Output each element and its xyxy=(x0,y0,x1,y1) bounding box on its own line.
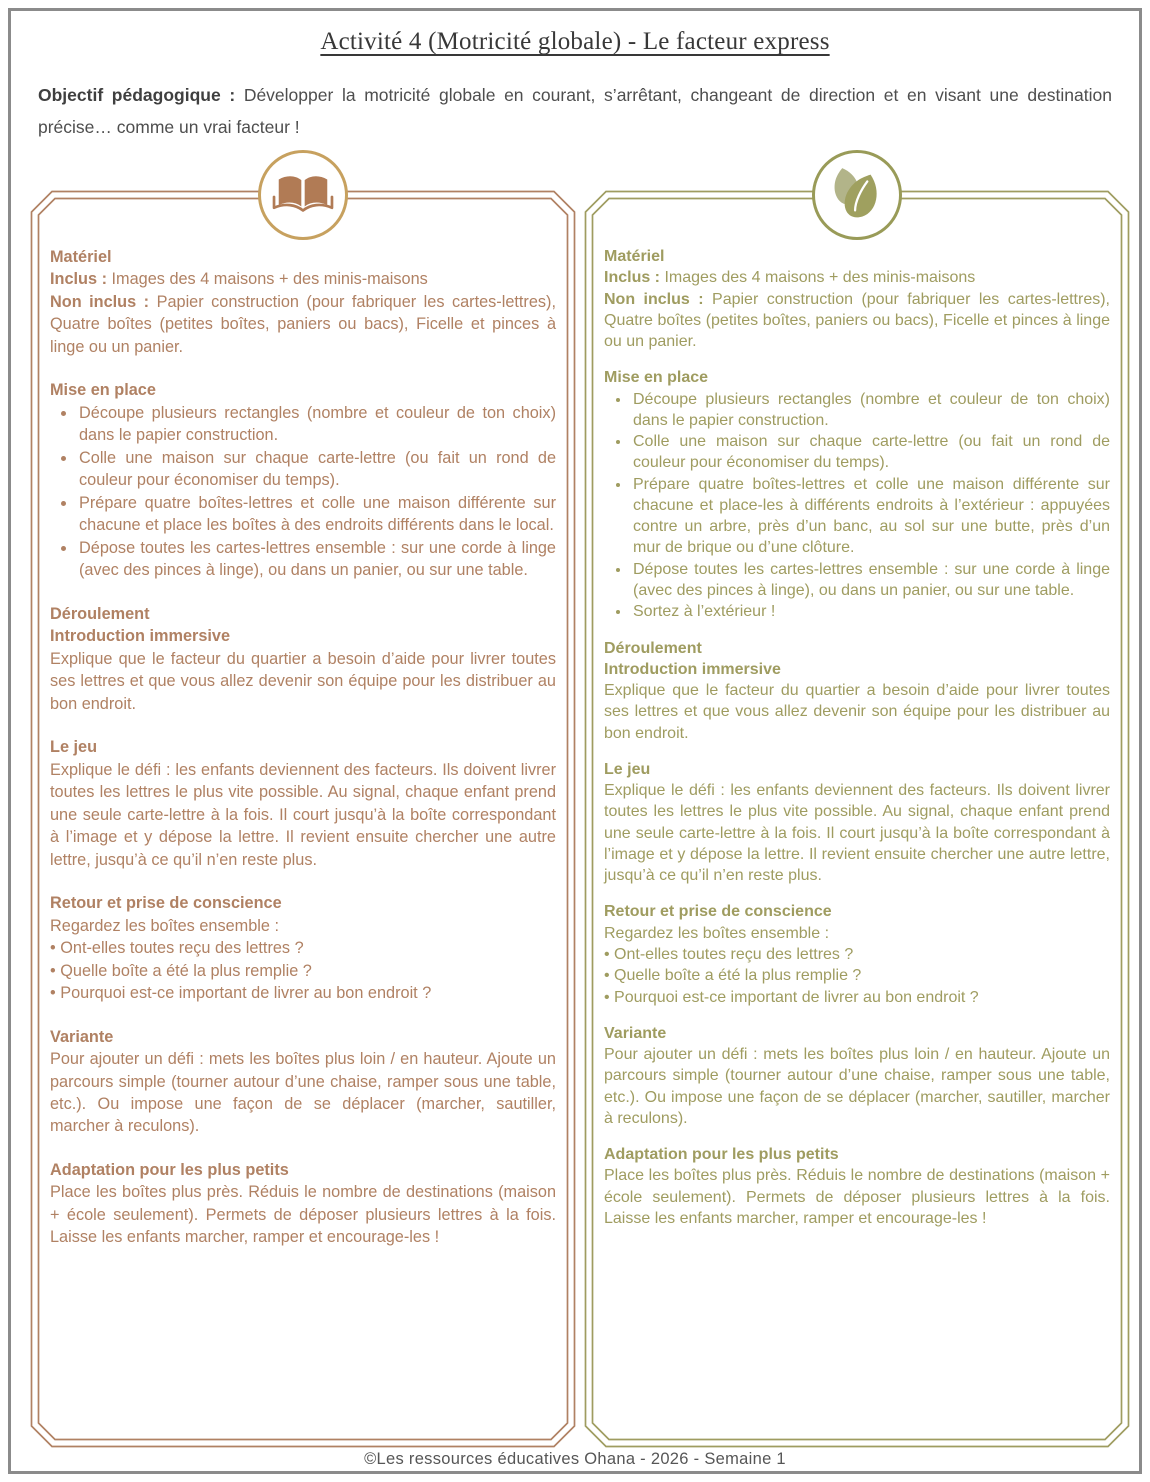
paragraph: Pour ajouter un défi : mets les boîtes plus loin / en hauteur. Ajoute un parcours simple (tourner autour d’une chaise, ramper sous une table, etc.). Ou impose une façon de se déplacer (marcher, sautiller, marcher à reculons). xyxy=(50,1050,556,1136)
section-heading: Variante xyxy=(50,1027,114,1046)
indoor-card-content xyxy=(50,246,556,1270)
paragraph-lead: Non inclus : xyxy=(604,290,704,308)
outdoor-version-section xyxy=(604,759,1110,887)
bullet-item: • Dépose toutes les cartes-lettres ensemble : sur une corde à linge (avec des pinces à linge), ou dans un panier, ou sur une table. xyxy=(631,559,1110,602)
section-heading: Variante xyxy=(604,1024,667,1042)
section-heading: Le jeu xyxy=(604,760,651,778)
paragraph: Regardez les boîtes ensemble : xyxy=(604,924,830,942)
paragraph: Pour ajouter un défi : mets les boîtes plus loin / en hauteur. Ajoute un parcours simple (tourner autour d’une chaise, ramper sous une table, etc.). Ou impose une façon de se déplacer (marcher, sautiller, marcher à reculons). xyxy=(604,1046,1110,1127)
question-item: • Ont-elles toutes reçu des lettres ? xyxy=(50,939,304,958)
bullet-list xyxy=(50,402,556,582)
paragraph-lead: Inclus : xyxy=(604,269,661,287)
section-heading: Adaptation pour les plus petits xyxy=(604,1146,839,1164)
leaves-glyph xyxy=(826,164,888,226)
paragraph-lead: Inclus : xyxy=(50,270,107,289)
bullet-item: • Dépose toutes les cartes-lettres ensemble : sur une corde à linge (avec des pinces à linge), ou dans un panier, ou sur une table. xyxy=(77,537,556,582)
paragraph: Inclus : Images des 4 maisons + des minis-maisons xyxy=(604,269,976,287)
outdoor-version-section xyxy=(604,246,1110,352)
outdoor-version-section xyxy=(604,1023,1110,1129)
section-heading: Mise en place xyxy=(604,369,709,387)
paragraph: Explique que le facteur du quartier a besoin d’aide pour livrer toutes ses lettres et que vous allez devenir son équipe pour les distribuer au bon endroit. xyxy=(50,649,556,713)
paragraph: Explique que le facteur du quartier a besoin d’aide pour livrer toutes ses lettres et que vous allez devenir son équipe pour les distribuer au bon endroit. xyxy=(604,682,1110,742)
paragraph: Inclus : Images des 4 maisons + des minis-maisons xyxy=(50,270,428,289)
outdoor-version-section xyxy=(604,638,1110,744)
outdoor-version-section xyxy=(604,901,1110,1007)
indoor-version-section xyxy=(50,1159,556,1249)
bullet-item: • Découpe plusieurs rectangles (nombre et couleur de ton choix) dans le papier construction. xyxy=(631,389,1110,432)
section-heading: Retour et prise de conscience xyxy=(604,903,832,921)
paragraph: Explique le défi : les enfants deviennent des facteurs. Ils doivent livrer toutes les lettres le plus vite possible. Au signal, chaque enfant prend une seule carte-lettre à la fois. Il court jusqu’à la boîte correspondant à l’image et y dépose la lettre. Il revient ensuite chercher une autre lettre, jusqu’à ce qu’il n’en reste plus. xyxy=(604,782,1110,885)
leaves-icon xyxy=(812,150,902,240)
section-heading: Déroulement xyxy=(604,639,702,657)
section-heading: Mise en place xyxy=(50,381,156,400)
question-item: • Pourquoi est-ce important de livrer au bon endroit ? xyxy=(604,988,979,1006)
paragraph: Place les boîtes plus près. Réduis le nombre de destinations (maison + école seulement). Permets de déposer plusieurs lettres à la fois. Laisse les enfants marcher, ramper et encourage-les ! xyxy=(50,1183,556,1247)
question-item: • Ont-elles toutes reçu des lettres ? xyxy=(604,945,854,963)
paragraph: Non inclus : Papier construction (pour fabriquer les cartes-lettres), Quatre boîtes (petites boîtes, paniers ou bacs), Ficelle et pinces à linge ou un panier. xyxy=(50,292,556,356)
bullet-item: • Colle une maison sur chaque carte-lettre (ou fait un rond de couleur pour économiser du temps). xyxy=(77,447,556,492)
outdoor-version-section xyxy=(604,1144,1110,1229)
section-heading: Retour et prise de conscience xyxy=(50,894,282,913)
question-item: • Quelle boîte a été la plus remplie ? xyxy=(50,961,312,980)
paragraph: Place les boîtes plus près. Réduis le nombre de destinations (maison + école seulement). Permets de déposer plusieurs lettres à la fois. Laisse les enfants marcher, ramper et encourage-les ! xyxy=(604,1167,1110,1227)
indoor-version-section xyxy=(50,892,556,1004)
section-heading: Introduction immersive xyxy=(604,660,781,678)
section-heading: Déroulement xyxy=(50,604,150,623)
open-book-icon xyxy=(258,150,348,240)
paragraph: Non inclus : Papier construction (pour fabriquer les cartes-lettres), Quatre boîtes (petites boîtes, paniers ou bacs), Ficelle et pinces à linge ou un panier. xyxy=(604,290,1110,351)
page-title-text: Activité 4 (Motricité globale) - Le facteur express xyxy=(320,28,830,55)
footer-credit xyxy=(0,1450,1150,1469)
paragraph-lead: Non inclus : xyxy=(50,292,150,311)
section-heading: Introduction immersive xyxy=(50,627,231,646)
outdoor-card-content xyxy=(604,246,1110,1244)
indoor-version-section xyxy=(50,379,556,581)
section-heading: Matériel xyxy=(604,248,665,265)
section-heading: Matériel xyxy=(50,248,112,266)
indoor-version-section xyxy=(50,1026,556,1138)
bullet-item: • Sortez à l’extérieur ! xyxy=(631,601,1110,622)
open-book-glyph xyxy=(272,168,334,222)
objective-paragraph xyxy=(38,80,1112,143)
paragraph: Regardez les boîtes ensemble : xyxy=(50,916,279,935)
question-item: • Pourquoi est-ce important de livrer au bon endroit ? xyxy=(50,984,432,1003)
indoor-version-section xyxy=(50,736,556,871)
indoor-version-section xyxy=(50,603,556,715)
indoor-card xyxy=(30,190,576,1448)
bullet-list xyxy=(604,389,1110,623)
paragraph: Explique le défi : les enfants deviennent des facteurs. Ils doivent livrer toutes les lettres le plus vite possible. Au signal, chaque enfant prend une seule carte-lettre à la fois. Il court jusqu’à la boîte correspondant à l’image et y dépose la lettre. Il revient ensuite chercher une autre lettre, jusqu’à ce qu’il n’en reste plus. xyxy=(50,760,556,869)
section-heading: Le jeu xyxy=(50,738,98,757)
footer-credit-text: ©Les ressources éducatives Ohana - 2026 - Semaine 1 xyxy=(364,1450,786,1468)
question-item: • Quelle boîte a été la plus remplie ? xyxy=(604,967,862,985)
bullet-item: • Prépare quatre boîtes-lettres et colle une maison différente sur chacune et place-les à différents endroits à l’extérieur : appuyées contre un arbre, près d’un banc, au sol sur une butte, près d’un mur de brique ou d’une clôture. xyxy=(631,474,1110,559)
objective-label: Objectif pédagogique : xyxy=(38,85,236,105)
bullet-item: • Colle une maison sur chaque carte-lettre (ou fait un rond de couleur pour économiser du temps). xyxy=(631,431,1110,474)
bullet-item: • Découpe plusieurs rectangles (nombre et couleur de ton choix) dans le papier construction. xyxy=(77,402,556,447)
page-title xyxy=(0,28,1150,56)
section-heading: Adaptation pour les plus petits xyxy=(50,1160,289,1179)
bullet-item: • Prépare quatre boîtes-lettres et colle une maison différente sur chacune et place les boîtes à des endroits différents dans le local. xyxy=(77,492,556,537)
indoor-version-section xyxy=(50,246,556,358)
objective-text: Développer la motricité globale en courant, s’arrêtant, changeant de direction et en visant une destination précise… comme un vrai facteur ! xyxy=(38,85,1112,137)
outdoor-card xyxy=(584,190,1130,1448)
outdoor-version-section xyxy=(604,367,1110,622)
